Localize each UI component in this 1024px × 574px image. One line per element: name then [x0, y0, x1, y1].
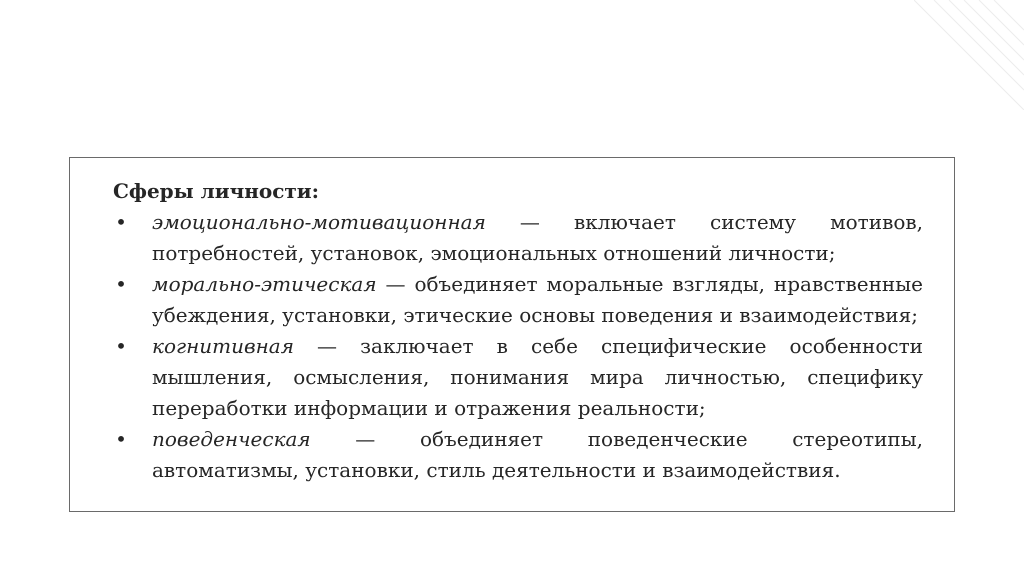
- item-term: морально-этическая: [152, 272, 377, 296]
- heading: Сферы личности:: [113, 179, 320, 203]
- spheres-list: [113, 207, 923, 486]
- text-block: [113, 176, 923, 486]
- item-description: — заключает в себе специфические особенности мышления, осмысления, понимания мира личностью, специфику переработки информации и отражения реальности;: [152, 334, 923, 420]
- bullet-icon: •: [115, 272, 127, 296]
- item-description: — объединяет поведенческие стереотипы, автоматизмы, установки, стиль деятельности и взаимодействия.: [152, 427, 923, 482]
- item-description: — объединяет моральные взгляды, нравственные убеждения, установки, этические основы поведения и взаимодействия;: [152, 272, 923, 327]
- list-item: [113, 331, 923, 424]
- item-term: поведенческая: [152, 427, 311, 451]
- item-term: эмоционально-мотивационная: [152, 210, 486, 234]
- item-description: — включает систему мотивов, потребностей, установок, эмоциональных отношений личности;: [152, 210, 923, 265]
- item-term: когнитивная: [152, 334, 294, 358]
- list-item: [113, 207, 923, 269]
- list-item: [113, 424, 923, 486]
- bullet-icon: •: [115, 334, 127, 358]
- list-item: [113, 269, 923, 331]
- corner-decoration: [914, 0, 1024, 110]
- bullet-icon: •: [115, 427, 127, 451]
- bullet-icon: •: [115, 210, 127, 234]
